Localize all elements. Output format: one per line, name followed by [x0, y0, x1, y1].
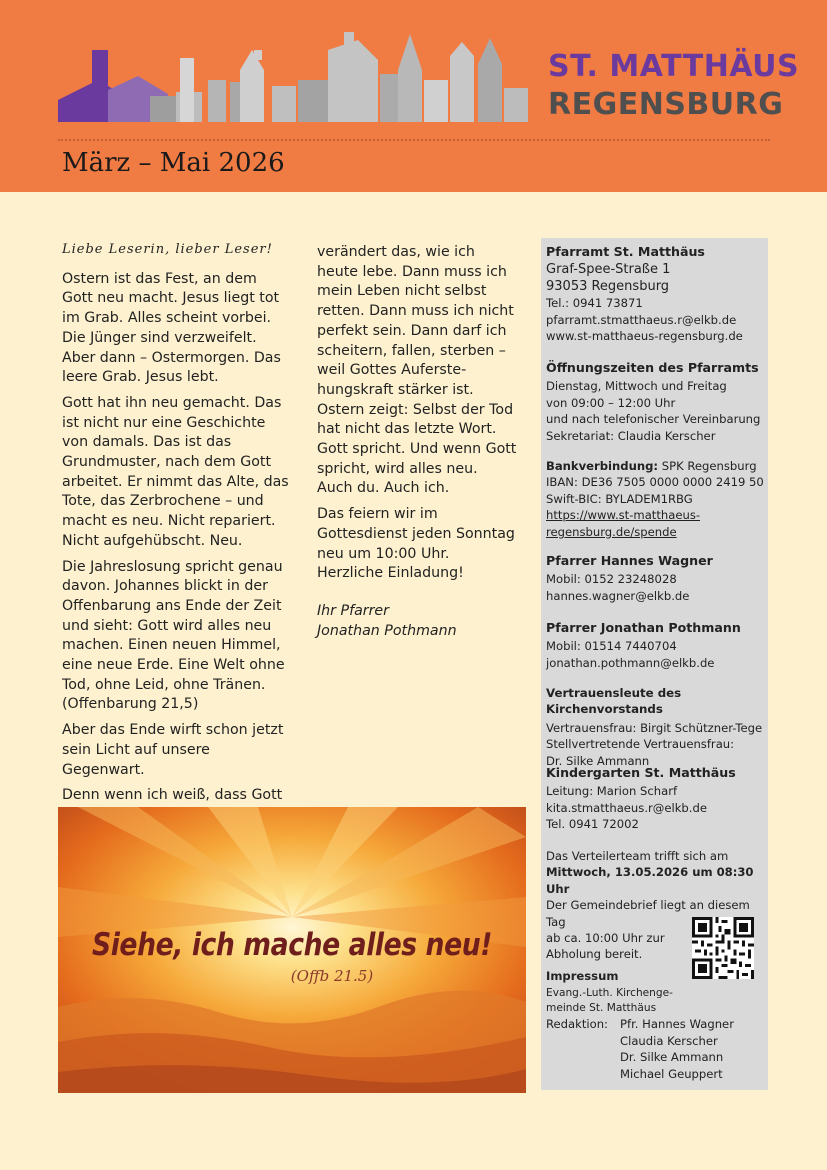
office-hours-extra: und nach telefonischer Vereinbarung — [546, 412, 761, 427]
office-city: 93053 Regensburg — [546, 278, 670, 294]
imprint-title: Impressum — [546, 969, 619, 983]
pastor-pothmann-mobile: Mobil: 01514 7440704 — [546, 639, 677, 654]
kindergarten-tel: Tel. 0941 72002 — [546, 817, 639, 832]
pastor-pothmann-contact — [546, 620, 768, 671]
imprint-line: meinde St. Matthäus — [546, 1002, 657, 1015]
parish-name — [548, 48, 799, 124]
bank-iban: IBAN: DE36 7505 0000 0000 2419 50 — [546, 475, 764, 490]
letter-paragraph: Aber das Ende wirft schon jetzt sein Licht auf unsere Gegenwart. — [62, 722, 284, 778]
letter-paragraph: Die Jahreslosung spricht genau davon. Johannes blickt in der Offenbarung ans Ende der Zeit und sieht: Gott wird alles neu machen. Einen neuen Himmel, eine neue Erde. Eine Welt ohne Tod, ohne Leid, ohne Tränen. (Offenbarung 21,5) — [62, 558, 285, 713]
office-secretary: Sekretariat: Claudia Kerscher — [546, 428, 716, 443]
pastor-wagner-mobile: Mobil: 0152 23248028 — [546, 572, 677, 587]
office-title: Pfarramt St. Matthäus — [546, 244, 705, 259]
pastor-wagner-contact — [546, 553, 768, 604]
pastor-wagner-title: Pfarrer Hannes Wagner — [546, 553, 713, 568]
kindergarten-lead: Leitung: Marion Scharf — [546, 784, 678, 799]
letter-column-1 — [62, 240, 290, 851]
motto-text: Siehe, ich mache alles neu! — [91, 927, 493, 963]
office-street: Graf-Spee-Straße 1 — [546, 262, 671, 278]
imprint-line: Evang.-Luth. Kirchenge- — [546, 987, 673, 1000]
distribution-line: Der Gemeindebrief liegt an diesem Tag — [546, 898, 750, 929]
editor-name: Pfr. Hannes Wagner — [620, 1017, 734, 1032]
editorial-label: Redaktion: — [546, 1017, 608, 1032]
pastor-pothmann-email[interactable]: jonathan.pothmann@elkb.de — [546, 655, 715, 670]
imprint — [546, 968, 768, 1082]
editor-name: Claudia Kerscher — [620, 1033, 718, 1048]
kindergarten-title: Kindergarten St. Matthäus — [546, 765, 736, 780]
motto-reference: (Offb 21.5) — [290, 967, 374, 985]
masthead — [0, 0, 827, 192]
kindergarten-contact — [546, 765, 768, 833]
office-hours-days: Dienstag, Mittwoch und Freitag — [546, 379, 727, 394]
editor-name: Dr. Silke Ammann — [620, 1050, 724, 1065]
council-title: Vertrauensleute des Kirchenvorstands — [546, 686, 682, 717]
council-line: Stellvertretende Vertrauensfrau: — [546, 737, 735, 752]
letter-signature — [317, 602, 517, 641]
distribution-line: Abholung bereit. — [546, 947, 643, 962]
letter-greeting: Liebe Leserin, lieber Leser! — [62, 242, 273, 257]
bank-bic: Swift-BIC: BYLADEM1RBG — [546, 491, 693, 506]
letter-column-2 — [317, 243, 517, 641]
parish-name-line2: REGENSBURG — [548, 87, 784, 122]
issue-date-range: März – Mai 2026 — [62, 148, 285, 178]
office-tel: Tel.: 0941 73871 — [546, 296, 643, 311]
office-hours-time: von 09:00 – 12:00 Uhr — [546, 395, 676, 410]
distribution-line: Das Verteilerteam trifft sich am — [546, 849, 729, 863]
letter-paragraph: Denn wenn ich weiß, dass Gott — [62, 787, 283, 804]
letter-paragraph: Gott hat ihn neu gemacht. Das ist nicht nur eine Geschichte von damals. Das ist das Grundmuster, nach dem Gott arbeitet. Er nimmt das Alte, das Tote, das Zerbrochene – und macht es neu. Nicht repariert. Nicht aufgehübscht. Neu. — [62, 394, 289, 549]
editor-name: Michael Geuppert — [620, 1066, 723, 1081]
bank-details — [546, 458, 768, 540]
parish-name-line1: ST. MATTHÄUS — [548, 49, 800, 84]
distribution-date: Mittwoch, 13.05.2026 um 08:30 Uhr — [546, 865, 754, 896]
signature-name: Jonathan Pothmann — [317, 622, 457, 639]
distribution-line: ab ca. 10:00 Uhr zur — [546, 931, 665, 946]
pastor-pothmann-title: Pfarrer Jonathan Pothmann — [546, 620, 741, 635]
bank-line — [546, 458, 768, 474]
council-representatives — [546, 685, 768, 769]
header-divider — [58, 139, 770, 141]
council-line: Dr. Silke Ammann — [546, 753, 650, 768]
donation-link-line1[interactable]: https://www.st-matthaeus- — [546, 508, 701, 523]
letter-paragraph: Ostern ist das Fest, an dem Gott neu macht. Jesus liegt tot im Grab. Alles scheint vorbei. Die Jünger sind verzweifelt. Aber dann – Ostermorgen. Das leere Grab. Jesus lebt. — [62, 270, 281, 386]
letter-paragraph: verändert das, wie ich heute lebe. Dann muss ich mein Leben nicht selbst retten. Dann muss ich nicht perfekt sein. Dann darf ich scheitern, fallen, sterben – weil Gottes Auferstehungskraft stärker ist. Ostern zeigt: Selbst der Tod hat nicht das letzte Wort. Gott spricht. Und wenn Gott spricht, wird alles neu. Auch du. Auch ich. — [317, 244, 517, 497]
office-email[interactable]: pfarramt.stmatthaeus.r@elkb.de — [546, 312, 737, 327]
pastor-wagner-email[interactable]: hannes.wagner@elkb.de — [546, 588, 690, 603]
city-skyline-logo — [58, 30, 528, 122]
bank-name: SPK Regensburg — [661, 459, 757, 473]
signature-title: Ihr Pfarrer — [317, 602, 389, 619]
editorial-team — [546, 1016, 768, 1082]
letter-paragraph: Das feiern wir im Gottesdienst jeden Sonntag neu um 10:00 Uhr. Herzliche Einladung! — [317, 506, 515, 582]
office-contact — [546, 244, 768, 344]
editor-list — [620, 1016, 734, 1082]
watercolor-sunrise-artwork — [58, 807, 526, 1093]
council-line: Vertrauensfrau: Birgit Schützner-Tege — [546, 720, 763, 735]
office-hours-title: Öffnungszeiten des Pfarramts — [546, 360, 759, 375]
kindergarten-email[interactable]: kita.stmatthaeus.r@elkb.de — [546, 800, 707, 815]
donation-link-line2[interactable]: regensburg.de/spende — [546, 524, 677, 539]
bank-title: Bankverbindung: — [546, 459, 659, 473]
office-website[interactable]: www.st-matthaeus-regensburg.de — [546, 329, 743, 344]
office-hours — [546, 360, 768, 444]
